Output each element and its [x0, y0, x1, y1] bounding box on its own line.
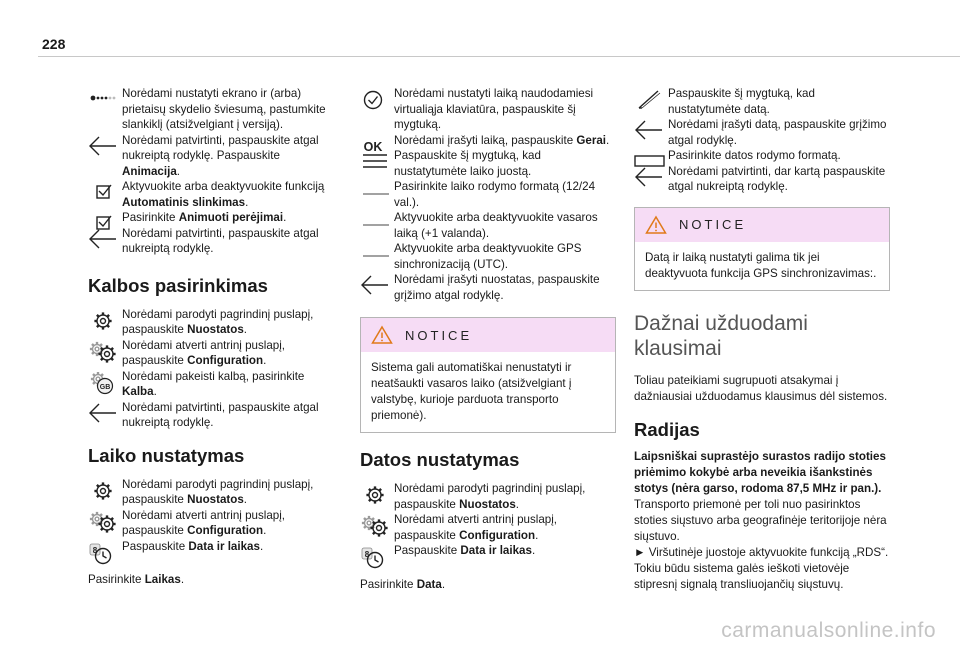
time-final-step: Pasirinkite Laikas. [88, 573, 185, 586]
step-item [360, 272, 616, 303]
step-text: Norėdami įrašyti nuostatas, paspauskite grįžimo atgal rodyklę. [394, 273, 600, 302]
menu-icon [360, 151, 394, 171]
double-gear-icon [88, 511, 122, 531]
step-text: Norėdami parodyti pagrindinį puslapį, paspauskite Nuostatos. [122, 477, 314, 506]
step-text: Norėdami atverti antrinį puslapį, paspauskite Configuration. [122, 338, 286, 367]
warning-icon [645, 215, 667, 235]
step-text: Norėdami patvirtinti, dar kartą paspauskite atgal nukreiptą rodyklę. [668, 164, 886, 193]
step-item [634, 86, 890, 117]
page-number: 228 [42, 36, 66, 52]
svg-text:GB: GB [99, 383, 111, 391]
step-item [360, 148, 616, 179]
step-text: Norėdami patvirtinti, paspauskite atgal nukreiptą rodyklę. Paspauskite Animacija. [122, 133, 319, 178]
step-item [360, 481, 616, 512]
step-item [360, 86, 616, 133]
column-2 [360, 86, 616, 593]
step-text: Pasirinkite datos rodymo formatą. [668, 149, 841, 162]
notice-text: Sistema gali automatiškai nenustatyti ir neatšaukti vasaros laiko (atsižvelgiant į valstybę, kurioje parduota transporto priemonė). [371, 361, 572, 422]
step-text: Norėdami nustatyti laiką naudodamiesi virtualiąja klaviatūra, paspauskite šį mygtuką. [394, 87, 594, 131]
line-icon [360, 244, 394, 264]
step-item [88, 400, 340, 431]
step-item [88, 369, 340, 400]
watermark: carmanualsonline.info [721, 619, 936, 642]
checkbox-icon [88, 182, 122, 202]
step-text: Paspauskite Data ir laikas. [394, 544, 536, 557]
column-1 [88, 86, 340, 588]
check-circle-icon [360, 89, 394, 109]
step-text: Norėdami atverti antrinį puslapį, paspauskite Configuration. [122, 508, 286, 537]
line-icon [360, 213, 394, 233]
gear-icon [360, 484, 394, 504]
warning-icon [371, 325, 393, 345]
step-text: Norėdami parodyti pagrindinį puslapį, paspauskite Nuostatos. [394, 482, 586, 511]
notice-box-gps [634, 207, 890, 291]
step-text: Pasirinkite Animuoti perėjimai. [122, 211, 287, 224]
column-3 [634, 86, 890, 593]
step-text: Norėdami patvirtinti, paspauskite atgal nukreiptą rodyklę. [122, 226, 319, 255]
line-icon [360, 182, 394, 202]
notice-header [635, 208, 889, 242]
language-steps [88, 307, 340, 431]
step-item [88, 210, 340, 226]
step-item [360, 241, 616, 272]
gear-icon [88, 480, 122, 500]
clock-icon [360, 546, 394, 566]
step-text: Pasirinkite laiko rodymo formatą (12/24 val.). [394, 180, 596, 209]
step-text: Norėdami įrašyti laiką, paspauskite Gerai. [394, 133, 610, 147]
step-item [88, 338, 340, 369]
time-steps [88, 477, 340, 555]
radio-answer: Transporto priemonė per toli nuo pasirinktos stoties siųstuvo arba geografinėje teritorijoje nėra siųstuvo. [634, 497, 887, 543]
back-arrow-icon [88, 136, 122, 156]
step-text: Paspauskite Data ir laikas. [122, 539, 264, 553]
notice-title: NOTICE [405, 327, 473, 343]
display-settings-list [88, 86, 340, 257]
time-section-title: Laiko nustatymas [88, 444, 245, 466]
back-arrow-icon [360, 275, 394, 295]
step-text: Aktyvuokite arba deaktyvuokite GPS sinchronizaciją (UTC). [394, 242, 582, 271]
step-item [88, 508, 340, 539]
notice-header [361, 318, 615, 352]
step-item [634, 117, 890, 148]
step-text: Norėdami atverti antrinį puslapį, paspauskite Configuration. [394, 513, 558, 542]
step-item [634, 148, 890, 164]
step-text: Aktyvuokite arba deaktyvuokite vasaros laiką (+1 valanda). [394, 211, 598, 240]
back-arrow-icon [88, 403, 122, 423]
back-arrow-icon [634, 167, 668, 187]
svg-text:8: 8 [92, 545, 98, 555]
notice-text: Datą ir laiką nustatyti galima tik jei deaktyvuota funkcija GPS sinchronizavimas:. [645, 250, 877, 280]
date-steps [360, 481, 616, 559]
back-arrow-icon [634, 120, 668, 140]
notice-box-dst [360, 317, 616, 433]
radio-bullet: ► Viršutinėje juostoje aktyvuokite funkciją „RDS“. Tokiu būdu sistema galės ieškoti vietovėje stipresnį signalą transliuojančių siųstuvų. [634, 545, 889, 591]
step-text: Norėdami patvirtinti, paspauskite atgal nukreiptą rodyklę. [122, 400, 319, 429]
clock-icon [88, 542, 122, 562]
step-item [634, 164, 890, 195]
step-item [88, 477, 340, 508]
radio-question: Laipsniškai suprastėjo surastos radijo stoties priėmimo kokybė arba neveikia išankstinės stotys (nėra garso, rodoma 87,5 MHz ir pan.). [634, 449, 886, 495]
back-arrow-icon [88, 229, 122, 249]
step-item [88, 133, 340, 180]
date-entry-steps [634, 86, 890, 195]
language-icon [88, 372, 122, 392]
step-text: Norėdami įrašyti datą, paspauskite grįžimo atgal rodyklę. [668, 118, 887, 147]
step-item [360, 133, 616, 154]
time-entry-steps [360, 86, 616, 303]
double-gear-icon [88, 341, 122, 361]
pencil-icon [634, 89, 668, 109]
step-item [88, 539, 340, 555]
header-rule [38, 56, 960, 57]
svg-text:8: 8 [364, 550, 370, 559]
step-text: Norėdami pakeisti kalbą, pasirinkite Kalba. [122, 369, 305, 398]
step-text: Aktyvuokite arba deaktyvuokite funkciją Automatinis slinkimas. [122, 180, 325, 209]
slider-icon [88, 89, 122, 109]
step-item [88, 226, 340, 257]
radio-title: Radijas [634, 418, 700, 440]
faq-title: Dažnai užduodami klausimai [634, 311, 808, 360]
step-item [88, 86, 340, 133]
step-text: Paspauskite šį mygtuką, kad nustatytumėte laiko juostą. [394, 149, 541, 178]
language-section-title: Kalbos pasirinkimas [88, 274, 268, 296]
step-item [360, 512, 616, 543]
step-item [88, 179, 340, 210]
step-item [360, 179, 616, 210]
notice-title: NOTICE [679, 217, 747, 232]
gear-icon [88, 310, 122, 330]
step-item [360, 210, 616, 241]
step-text: Paspauskite šį mygtuką, kad nustatytumėte datą. [668, 87, 815, 116]
step-text: Norėdami nustatyti ekrano ir (arba) prietaisų skydelio šviesumą, pastumkite slankiklį (atsižvelgiant į versiją). [122, 87, 326, 131]
faq-intro: Toliau pateikiami sugrupuoti atsakymai į dažniausiai užduodamus klausimus dėl sistemos. [634, 373, 888, 403]
svg-text:OK: OK [363, 139, 383, 154]
date-section-title: Datos nustatymas [360, 449, 520, 470]
step-text: Norėdami parodyti pagrindinį puslapį, paspauskite Nuostatos. [122, 307, 314, 336]
step-item [88, 307, 340, 338]
double-gear-icon [360, 515, 394, 535]
date-final-step: Pasirinkite Data. [360, 577, 446, 591]
step-item [360, 543, 616, 559]
bullet-marker: ► [634, 545, 646, 559]
